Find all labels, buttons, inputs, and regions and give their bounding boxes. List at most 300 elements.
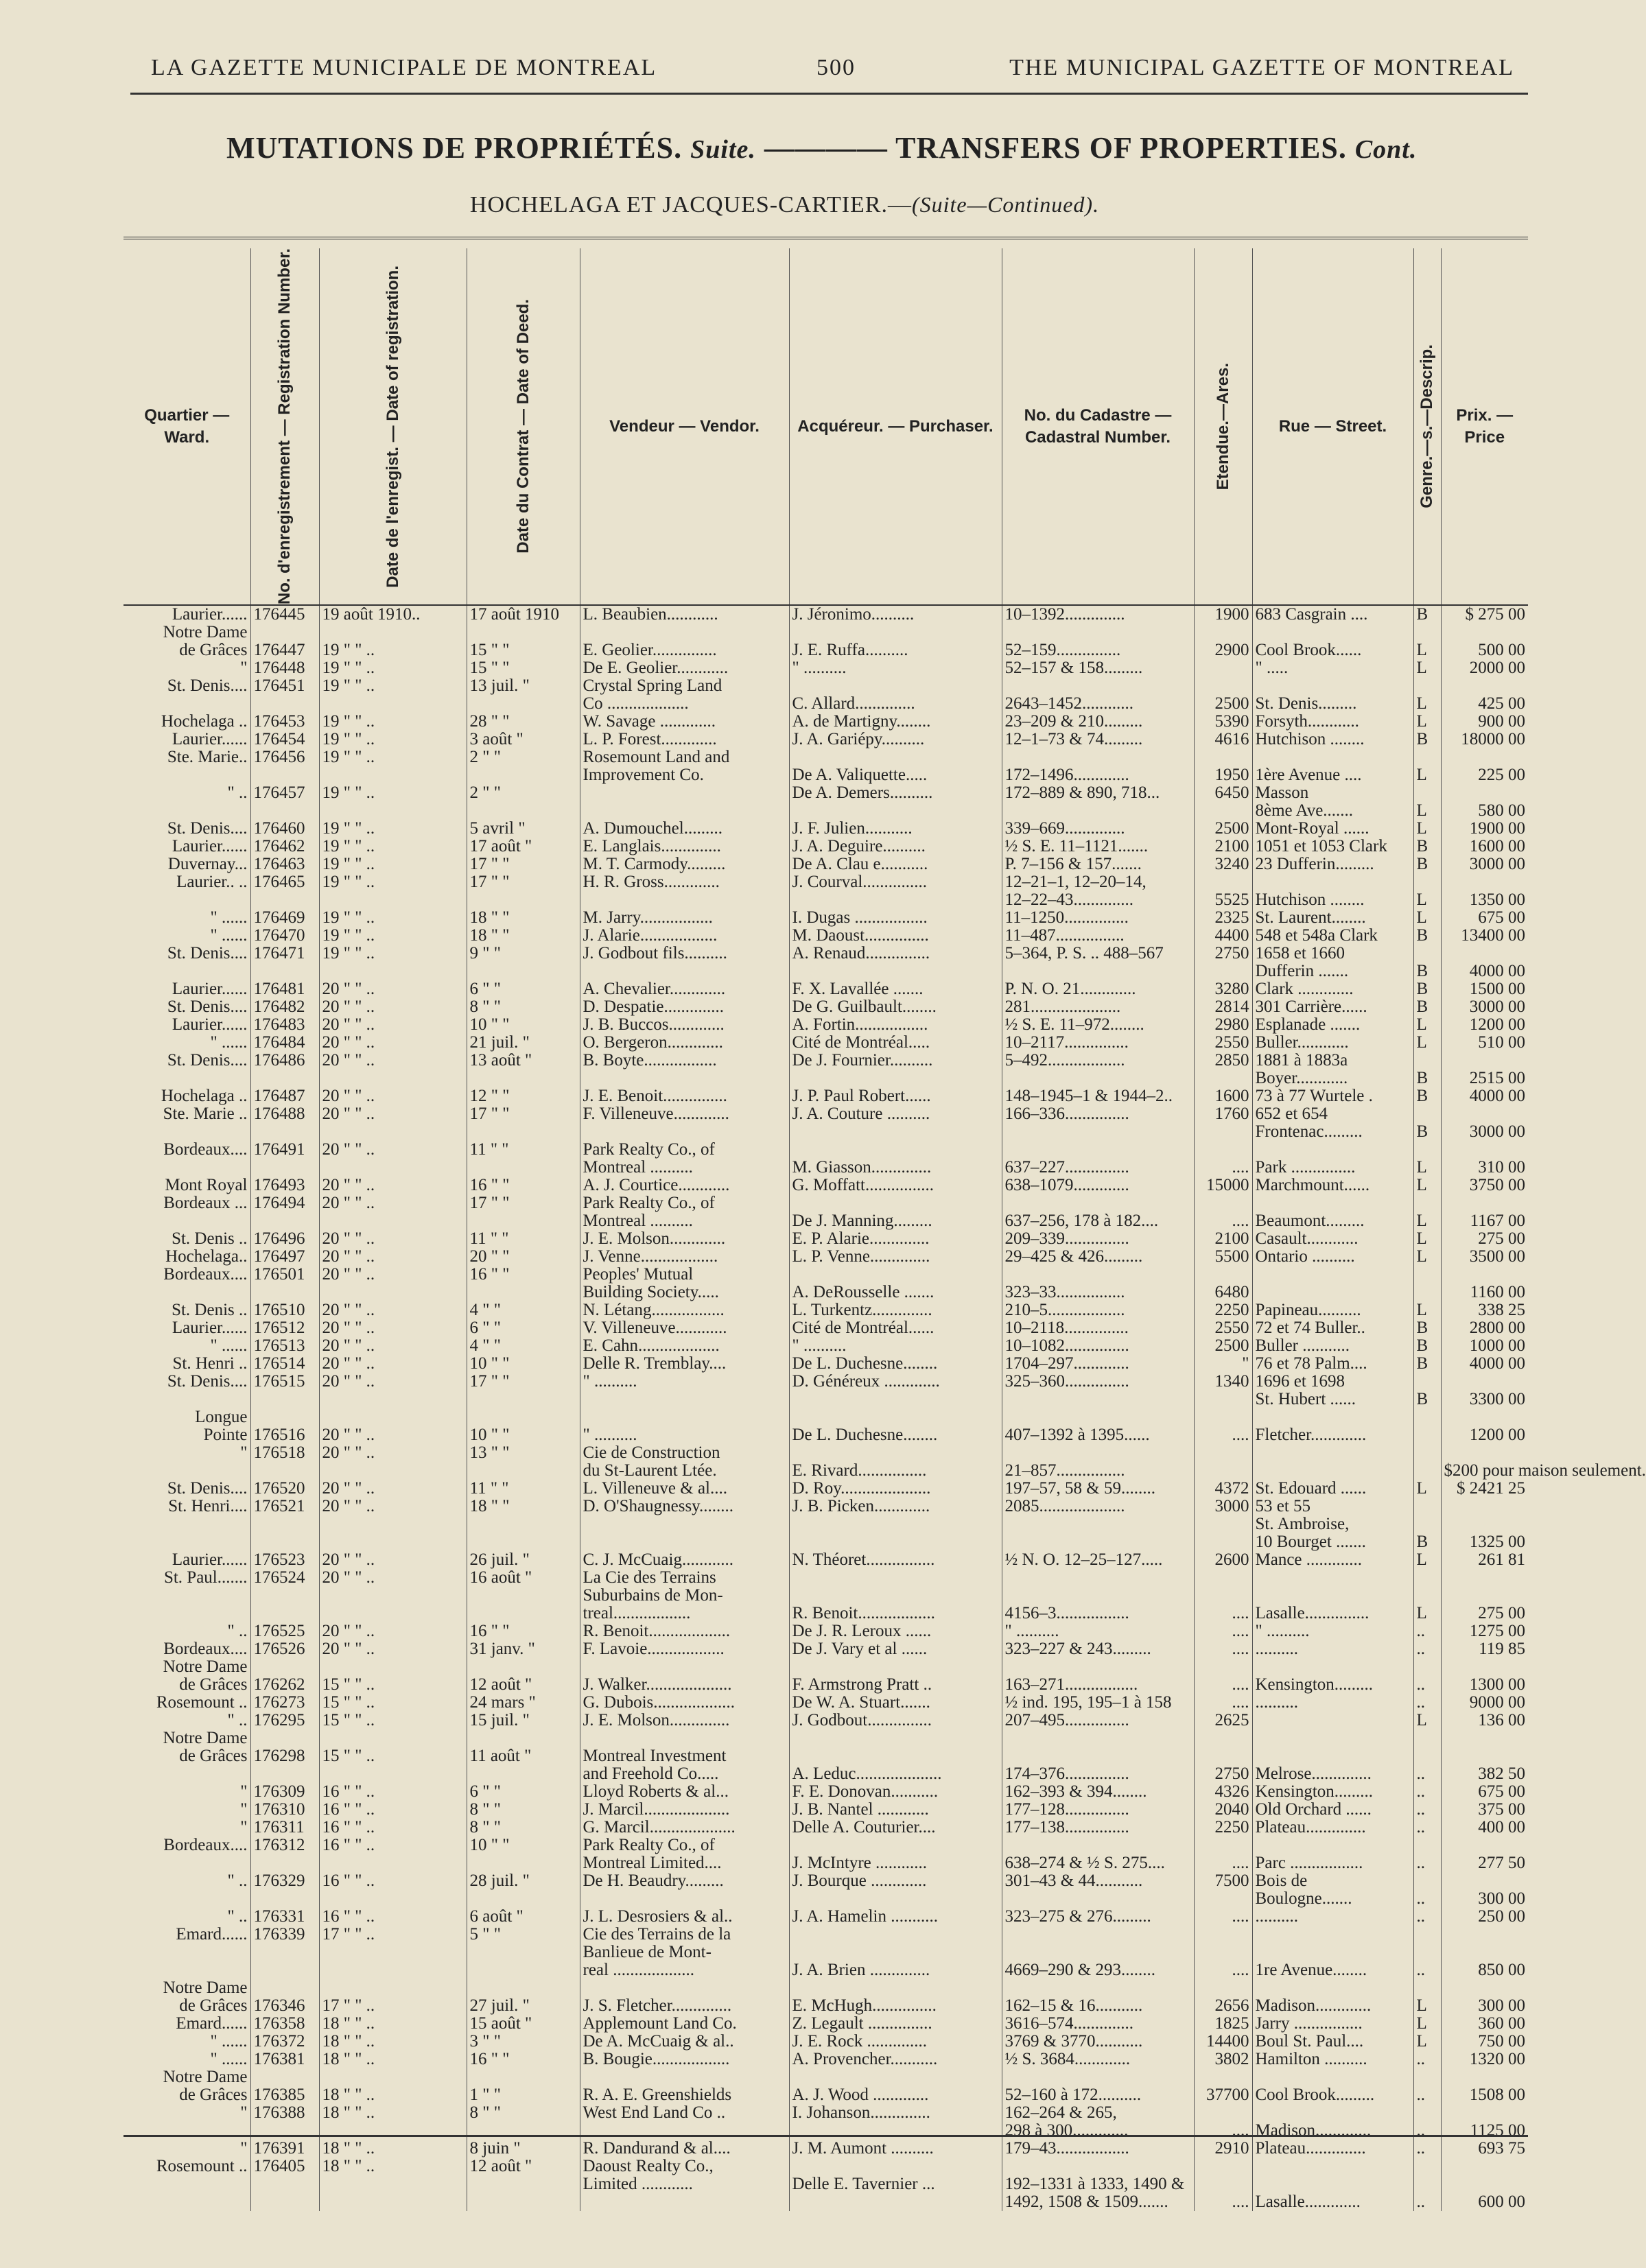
street-cell: Kensington......... [1252, 1783, 1413, 1801]
regno-cell [250, 1408, 319, 1426]
price-cell: 382 50 [1441, 1765, 1528, 1783]
vendor-cell: Daoust Realty Co., [580, 2158, 789, 2175]
regno-cell [250, 1944, 319, 1961]
purchaser-cell: J. E. Rock .............. [789, 2033, 1002, 2051]
regdate-cell: 20 " " .. [319, 1177, 467, 1194]
area-cell: .... [1194, 1212, 1252, 1230]
street-cell: Esplanade ....... [1252, 1016, 1413, 1034]
street-cell: St. Denis......... [1252, 695, 1413, 713]
regdate-cell: 19 " " .. [319, 748, 467, 766]
table-row [124, 1854, 1528, 1872]
genre-cell [1413, 1444, 1441, 1462]
regdate-cell: 20 " " .. [319, 1640, 467, 1658]
regdate-cell: 20 " " .. [319, 1301, 467, 1319]
regdate-cell [319, 1070, 467, 1087]
regdate-cell: 20 " " .. [319, 1498, 467, 1515]
regdate-cell [319, 1765, 467, 1783]
cadastre-cell: 197–57, 58 & 59........ [1002, 1480, 1194, 1498]
area-cell [1194, 624, 1252, 641]
cadastre-cell: 12–1–73 & 74......... [1002, 731, 1194, 748]
cadastre-cell [1002, 624, 1194, 641]
deeddate-cell: 8 " " [467, 2104, 580, 2122]
street-cell [1252, 2104, 1413, 2122]
deeddate-cell: 10 " " [467, 1355, 580, 1373]
vendor-cell: J. Marcil.................... [580, 1801, 789, 1819]
street-cell [1252, 1836, 1413, 1854]
regdate-cell [319, 624, 467, 641]
regdate-cell: 19 " " .. [319, 927, 467, 945]
vendor-cell [580, 1979, 789, 1997]
street-cell: Madison............. [1252, 2122, 1413, 2140]
ward-cell [124, 2122, 250, 2140]
cadastre-cell: 637–256, 178 à 182.... [1002, 1212, 1194, 1230]
regdate-cell: 15 " " .. [319, 1712, 467, 1729]
deeddate-cell: 6 août " [467, 1908, 580, 1926]
deeddate-cell [467, 1961, 580, 1979]
genre-cell: .. [1413, 1783, 1441, 1801]
area-cell: 4400 [1194, 927, 1252, 945]
vendor-cell: F. Lavoie.................. [580, 1640, 789, 1658]
regno-cell: 176497 [250, 1248, 319, 1266]
ward-cell: St. Denis.... [167, 997, 248, 1017]
area-cell: 2250 [1194, 1301, 1252, 1319]
street-cell [1252, 2158, 1413, 2175]
cadastre-cell: 172–889 & 890, 718... [1002, 784, 1194, 802]
ward-cell: de Grâces [179, 641, 248, 660]
ward-cell: " .. [227, 783, 248, 803]
area-cell: 2750 [1194, 1765, 1252, 1783]
cadastre-cell: 298 à 300............. [1002, 2122, 1194, 2140]
genre-cell [1413, 1658, 1441, 1676]
purchaser-cell [789, 677, 1002, 695]
price-cell: 1350 00 [1441, 891, 1528, 909]
purchaser-cell: D. Roy..................... [789, 1480, 1002, 1498]
deeddate-cell: 6 " " [467, 980, 580, 998]
street-cell: Dufferin ....... [1252, 962, 1413, 980]
page-header [151, 55, 1514, 82]
purchaser-cell: De G. Guilbault........ [789, 998, 1002, 1016]
street-cell: Plateau.............. [1252, 2140, 1413, 2158]
ward-cell: St. Denis.... [167, 819, 248, 838]
vendor-cell: Cie de Construction [580, 1444, 789, 1462]
vendor-cell [580, 784, 789, 802]
price-cell: 250 00 [1441, 1908, 1528, 1926]
deeddate-cell: 13 " " [467, 1444, 580, 1462]
purchaser-cell: De L. Duchesne........ [789, 1426, 1002, 1444]
deeddate-cell: 6 " " [467, 1783, 580, 1801]
area-cell: 37700 [1194, 2086, 1252, 2104]
regdate-cell: 17 " " .. [319, 1997, 467, 2015]
street-cell: St. Ambroise, [1252, 1515, 1413, 1533]
genre-cell [1413, 1498, 1441, 1515]
price-cell [1441, 1408, 1528, 1426]
table-row [124, 1622, 1528, 1640]
vendor-cell: R. Benoit................... [580, 1622, 789, 1640]
table-row [124, 1997, 1528, 2015]
street-cell [1252, 1408, 1413, 1426]
area-cell: 4326 [1194, 1783, 1252, 1801]
price-cell: $ 2421 25 [1441, 1480, 1528, 1498]
street-cell: " ..... [1252, 659, 1413, 677]
genre-cell: .. [1413, 1819, 1441, 1836]
price-cell [1441, 2158, 1528, 2175]
price-cell: 338 25 [1441, 1301, 1528, 1319]
purchaser-cell: F. X. Lavallée ....... [789, 980, 1002, 998]
deeddate-cell: 4 " " [467, 1337, 580, 1355]
table-row [124, 1747, 1528, 1765]
cadastre-cell: 179–43................. [1002, 2140, 1194, 2158]
cadastre-cell: 52–157 & 158......... [1002, 659, 1194, 677]
genre-cell: B [1413, 1337, 1441, 1355]
deeddate-cell: 21 juil. " [467, 1034, 580, 1052]
regdate-cell: 16 " " .. [319, 1872, 467, 1890]
street-cell: 1658 et 1660 [1252, 945, 1413, 962]
ward-cell [124, 1391, 250, 1408]
area-cell [1194, 1890, 1252, 1908]
purchaser-cell: A. J. Wood ............. [789, 2086, 1002, 2104]
table-row [124, 1836, 1528, 1854]
col-deed-date: Date du Contrat — Date of Deed. [467, 248, 580, 605]
regdate-cell [319, 962, 467, 980]
deeddate-cell: 12 août " [467, 1676, 580, 1694]
purchaser-cell: De J. Vary et al ...... [789, 1640, 1002, 1658]
cadastre-cell [1002, 2158, 1194, 2175]
ward-cell: Notre Dame [163, 1729, 248, 1748]
ward-cell: Emard...... [176, 2014, 248, 2033]
purchaser-cell: J. A. Gariépy.......... [789, 731, 1002, 748]
cadastre-cell: 177–138............... [1002, 1819, 1194, 1836]
area-cell: 6480 [1194, 1284, 1252, 1301]
regno-cell [250, 1515, 319, 1533]
vendor-cell: Montreal .......... [580, 1159, 789, 1177]
street-cell: 1ère Avenue .... [1252, 766, 1413, 784]
cadastre-cell: 1492, 1508 & 1509....... [1002, 2193, 1194, 2211]
purchaser-cell: J. Jéronimo.......... [789, 605, 1002, 624]
table-row [124, 748, 1528, 766]
regno-cell [250, 802, 319, 820]
street-cell: Papineau.......... [1252, 1301, 1413, 1319]
purchaser-cell: C. Allard.............. [789, 695, 1002, 713]
cadastre-cell: 10–1392.............. [1002, 605, 1194, 624]
deeddate-cell [467, 1944, 580, 1961]
street-cell [1252, 1569, 1413, 1587]
regno-cell: 176523 [250, 1551, 319, 1569]
table-row [124, 1016, 1528, 1034]
cadastre-cell [1002, 1569, 1194, 1587]
ward-cell: Laurier...... [172, 605, 248, 624]
genre-cell: .. [1413, 1640, 1441, 1658]
regdate-cell: 20 " " .. [319, 980, 467, 998]
ward-cell: " ...... [210, 1033, 248, 1052]
table-row [124, 1551, 1528, 1569]
ward-cell: St. Denis.... [167, 1051, 248, 1070]
deeddate-cell: 2 " " [467, 748, 580, 766]
ward-cell: " .. [227, 1622, 248, 1641]
regdate-cell: 16 " " .. [319, 1908, 467, 1926]
regdate-cell: 19 " " .. [319, 731, 467, 748]
street-cell: St. Hubert ...... [1252, 1391, 1413, 1408]
cadastre-cell: 11–1250............... [1002, 909, 1194, 927]
ward-cell: Longue [195, 1408, 248, 1427]
price-cell [1441, 1836, 1528, 1854]
deeddate-cell [467, 766, 580, 784]
street-cell: Fletcher............. [1252, 1426, 1413, 1444]
area-cell [1194, 802, 1252, 820]
deeddate-cell [467, 1658, 580, 1676]
vendor-cell: M. T. Carmody......... [580, 855, 789, 873]
street-cell: Boyer............ [1252, 1070, 1413, 1087]
table-row [124, 2086, 1528, 2104]
vendor-cell: L. Villeneuve & al.... [580, 1480, 789, 1498]
genre-cell: .. [1413, 2051, 1441, 2068]
purchaser-cell [789, 1658, 1002, 1676]
price-cell: 900 00 [1441, 713, 1528, 731]
area-cell [1194, 962, 1252, 980]
table-row [124, 2193, 1528, 2211]
vendor-cell [580, 2193, 789, 2211]
vendor-cell: J. E. Molson............. [580, 1230, 789, 1248]
regno-cell: 176483 [250, 1016, 319, 1034]
price-cell: 1320 00 [1441, 2051, 1528, 2068]
regdate-cell: 20 " " .. [319, 1141, 467, 1159]
district-subtitle [0, 192, 1569, 218]
regno-cell [250, 962, 319, 980]
subtitle-italic: (Suite—Continued). [911, 192, 1100, 217]
col-price: Prix. — Price [1441, 248, 1528, 605]
ward-cell: " [240, 1800, 248, 1819]
price-cell: 3500 00 [1441, 1248, 1528, 1266]
vendor-cell: J. L. Desrosiers & al.. [580, 1908, 789, 1926]
price-cell [1441, 1052, 1528, 1070]
cadastre-cell [1002, 802, 1194, 820]
deeddate-cell [467, 802, 580, 820]
ward-cell: Laurier...... [172, 730, 248, 749]
table-row [124, 1284, 1528, 1301]
genre-cell: B [1413, 1355, 1441, 1373]
ward-cell [124, 1605, 250, 1622]
table-row [124, 641, 1528, 659]
regdate-cell: 16 " " .. [319, 1819, 467, 1836]
street-cell [1252, 748, 1413, 766]
genre-cell: .. [1413, 1622, 1441, 1640]
purchaser-cell [789, 2193, 1002, 2211]
regdate-cell: 18 " " .. [319, 2051, 467, 2068]
ward-cell: " .. [227, 1871, 248, 1891]
regno-cell: 176469 [250, 909, 319, 927]
price-cell: 693 75 [1441, 2140, 1528, 2158]
genre-cell: B [1413, 1070, 1441, 1087]
cadastre-cell: 2643–1452............ [1002, 695, 1194, 713]
cadastre-cell [1002, 1123, 1194, 1141]
regno-cell: 176445 [250, 605, 319, 624]
cadastre-cell: 162–15 & 16........... [1002, 1997, 1194, 2015]
regdate-cell [319, 1854, 467, 1872]
table-row [124, 1890, 1528, 1908]
regno-cell: 176329 [250, 1872, 319, 1890]
table-row [124, 1301, 1528, 1319]
purchaser-cell: A. de Martigny........ [789, 713, 1002, 731]
purchaser-cell [789, 1944, 1002, 1961]
regno-cell: 176358 [250, 2015, 319, 2033]
regdate-cell [319, 1961, 467, 1979]
street-cell: Mont-Royal ...... [1252, 820, 1413, 838]
street-cell: St. Edouard ...... [1252, 1480, 1413, 1498]
regno-cell: 176463 [250, 855, 319, 873]
table-row [124, 1979, 1528, 1997]
genre-cell [1413, 1944, 1441, 1961]
genre-cell: B [1413, 838, 1441, 855]
ward-cell [124, 695, 250, 713]
street-cell: Buller............ [1252, 1034, 1413, 1052]
area-cell: 2814 [1194, 998, 1252, 1016]
cadastre-cell: 323–33................ [1002, 1284, 1194, 1301]
ward-cell: Rosemount .. [156, 2157, 248, 2176]
area-cell [1194, 1515, 1252, 1533]
vendor-cell: Co ................... [580, 695, 789, 713]
regno-cell [250, 1729, 319, 1747]
table-row [124, 998, 1528, 1016]
genre-cell [1413, 1266, 1441, 1284]
regno-cell [250, 1765, 319, 1783]
price-cell: 13400 00 [1441, 927, 1528, 945]
deeddate-cell [467, 1284, 580, 1301]
genre-cell: L [1413, 2033, 1441, 2051]
purchaser-cell [789, 1587, 1002, 1605]
area-cell [1194, 1141, 1252, 1159]
street-cell [1252, 1926, 1413, 1944]
price-cell: 3000 00 [1441, 998, 1528, 1016]
cadastre-cell: ½ N. O. 12–25–127..... [1002, 1551, 1194, 1569]
cadastre-cell [1002, 1890, 1194, 1908]
ward-cell: " [240, 1782, 248, 1802]
purchaser-cell: A. DeRousselle ....... [789, 1284, 1002, 1301]
regno-cell: 176488 [250, 1105, 319, 1123]
table-row [124, 909, 1528, 927]
genre-cell: L [1413, 1480, 1441, 1498]
price-cell: 1508 00 [1441, 2086, 1528, 2104]
price-cell [1441, 784, 1528, 802]
vendor-cell [580, 624, 789, 641]
price-cell: 510 00 [1441, 1034, 1528, 1052]
area-cell: .... [1194, 2193, 1252, 2211]
ward-cell: " [240, 2103, 248, 2123]
regno-cell: 176465 [250, 873, 319, 891]
table-row [124, 1658, 1528, 1676]
table-row [124, 2140, 1528, 2158]
genre-cell: .. [1413, 2140, 1441, 2158]
ward-cell: Laurier...... [172, 1550, 248, 1570]
area-cell: 3240 [1194, 855, 1252, 873]
area-cell: .... [1194, 1961, 1252, 1979]
price-cell [1441, 1979, 1528, 1997]
regno-cell [250, 1391, 319, 1408]
table-row [124, 2051, 1528, 2068]
deeddate-cell [467, 1123, 580, 1141]
cadastre-cell: 174–376............... [1002, 1765, 1194, 1783]
genre-cell: B [1413, 731, 1441, 748]
ward-cell: St. Paul....... [163, 1568, 248, 1587]
table-row [124, 1908, 1528, 1926]
col-vendor: Vendeur — Vendor. [580, 248, 789, 605]
cadastre-cell: 172–1496............. [1002, 766, 1194, 784]
regdate-cell: 16 " " .. [319, 1801, 467, 1819]
deeddate-cell: 11 " " [467, 1141, 580, 1159]
area-cell [1194, 1070, 1252, 1087]
vendor-cell: Montreal Investment [580, 1747, 789, 1765]
deeddate-cell [467, 1159, 580, 1177]
deeddate-cell [467, 1890, 580, 1908]
cadastre-cell: 638–1079............. [1002, 1177, 1194, 1194]
street-cell: 1051 et 1053 Clark [1252, 838, 1413, 855]
area-cell [1194, 1408, 1252, 1426]
ward-cell: " .. [227, 1907, 248, 1926]
ward-cell: " ...... [210, 908, 248, 928]
vendor-cell [580, 891, 789, 909]
table-header-row [124, 248, 1528, 605]
street-cell: Cool Brook......... [1252, 2086, 1413, 2104]
genre-cell [1413, 784, 1441, 802]
regdate-cell [319, 1408, 467, 1426]
street-cell [1252, 1266, 1413, 1284]
area-cell [1194, 2104, 1252, 2122]
price-cell: 275 00 [1441, 1605, 1528, 1622]
table-row [124, 1248, 1528, 1266]
genre-cell [1413, 1836, 1441, 1854]
genre-cell [1413, 1105, 1441, 1123]
street-cell: Buller ........... [1252, 1337, 1413, 1355]
purchaser-cell: R. Benoit.................. [789, 1605, 1002, 1622]
price-cell: 1125 00 [1441, 2122, 1528, 2140]
purchaser-cell: " .......... [789, 659, 1002, 677]
ward-cell: Notre Dame [163, 2068, 248, 2087]
street-cell: Jarry ................ [1252, 2015, 1413, 2033]
purchaser-cell: J. B. Picken............. [789, 1498, 1002, 1515]
street-cell [1252, 2068, 1413, 2086]
street-cell: Forsyth............ [1252, 713, 1413, 731]
regno-cell: 176482 [250, 998, 319, 1016]
title-separator: ———— [764, 131, 888, 165]
regdate-cell: 20 " " .. [319, 998, 467, 1016]
vendor-cell: N. Létang................. [580, 1301, 789, 1319]
table-row [124, 2158, 1528, 2175]
vendor-cell: De E. Geolier............ [580, 659, 789, 677]
genre-cell: .. [1413, 2086, 1441, 2104]
cadastre-cell: 4156–3................. [1002, 1605, 1194, 1622]
street-cell: St. Laurent........ [1252, 909, 1413, 927]
area-cell: 2850 [1194, 1052, 1252, 1070]
ward-cell: " ...... [210, 1336, 248, 1356]
regdate-cell [319, 891, 467, 909]
table-row [124, 1444, 1528, 1462]
vendor-cell: Applemount Land Co. [580, 2015, 789, 2033]
genre-cell: B [1413, 1087, 1441, 1105]
vendor-cell: J. Walker.................... [580, 1676, 789, 1694]
deeddate-cell: 15 " " [467, 641, 580, 659]
purchaser-cell [789, 1926, 1002, 1944]
regdate-cell: 15 " " .. [319, 1694, 467, 1712]
price-cell: 675 00 [1441, 1783, 1528, 1801]
area-cell [1194, 1533, 1252, 1551]
table-row [124, 1319, 1528, 1337]
street-cell [1252, 1587, 1413, 1605]
regno-cell [250, 1212, 319, 1230]
purchaser-cell [789, 1533, 1002, 1551]
vendor-cell [580, 802, 789, 820]
regdate-cell: 18 " " .. [319, 2140, 467, 2158]
price-cell: 3750 00 [1441, 1177, 1528, 1194]
header-rule [130, 93, 1528, 95]
regno-cell [250, 1605, 319, 1622]
